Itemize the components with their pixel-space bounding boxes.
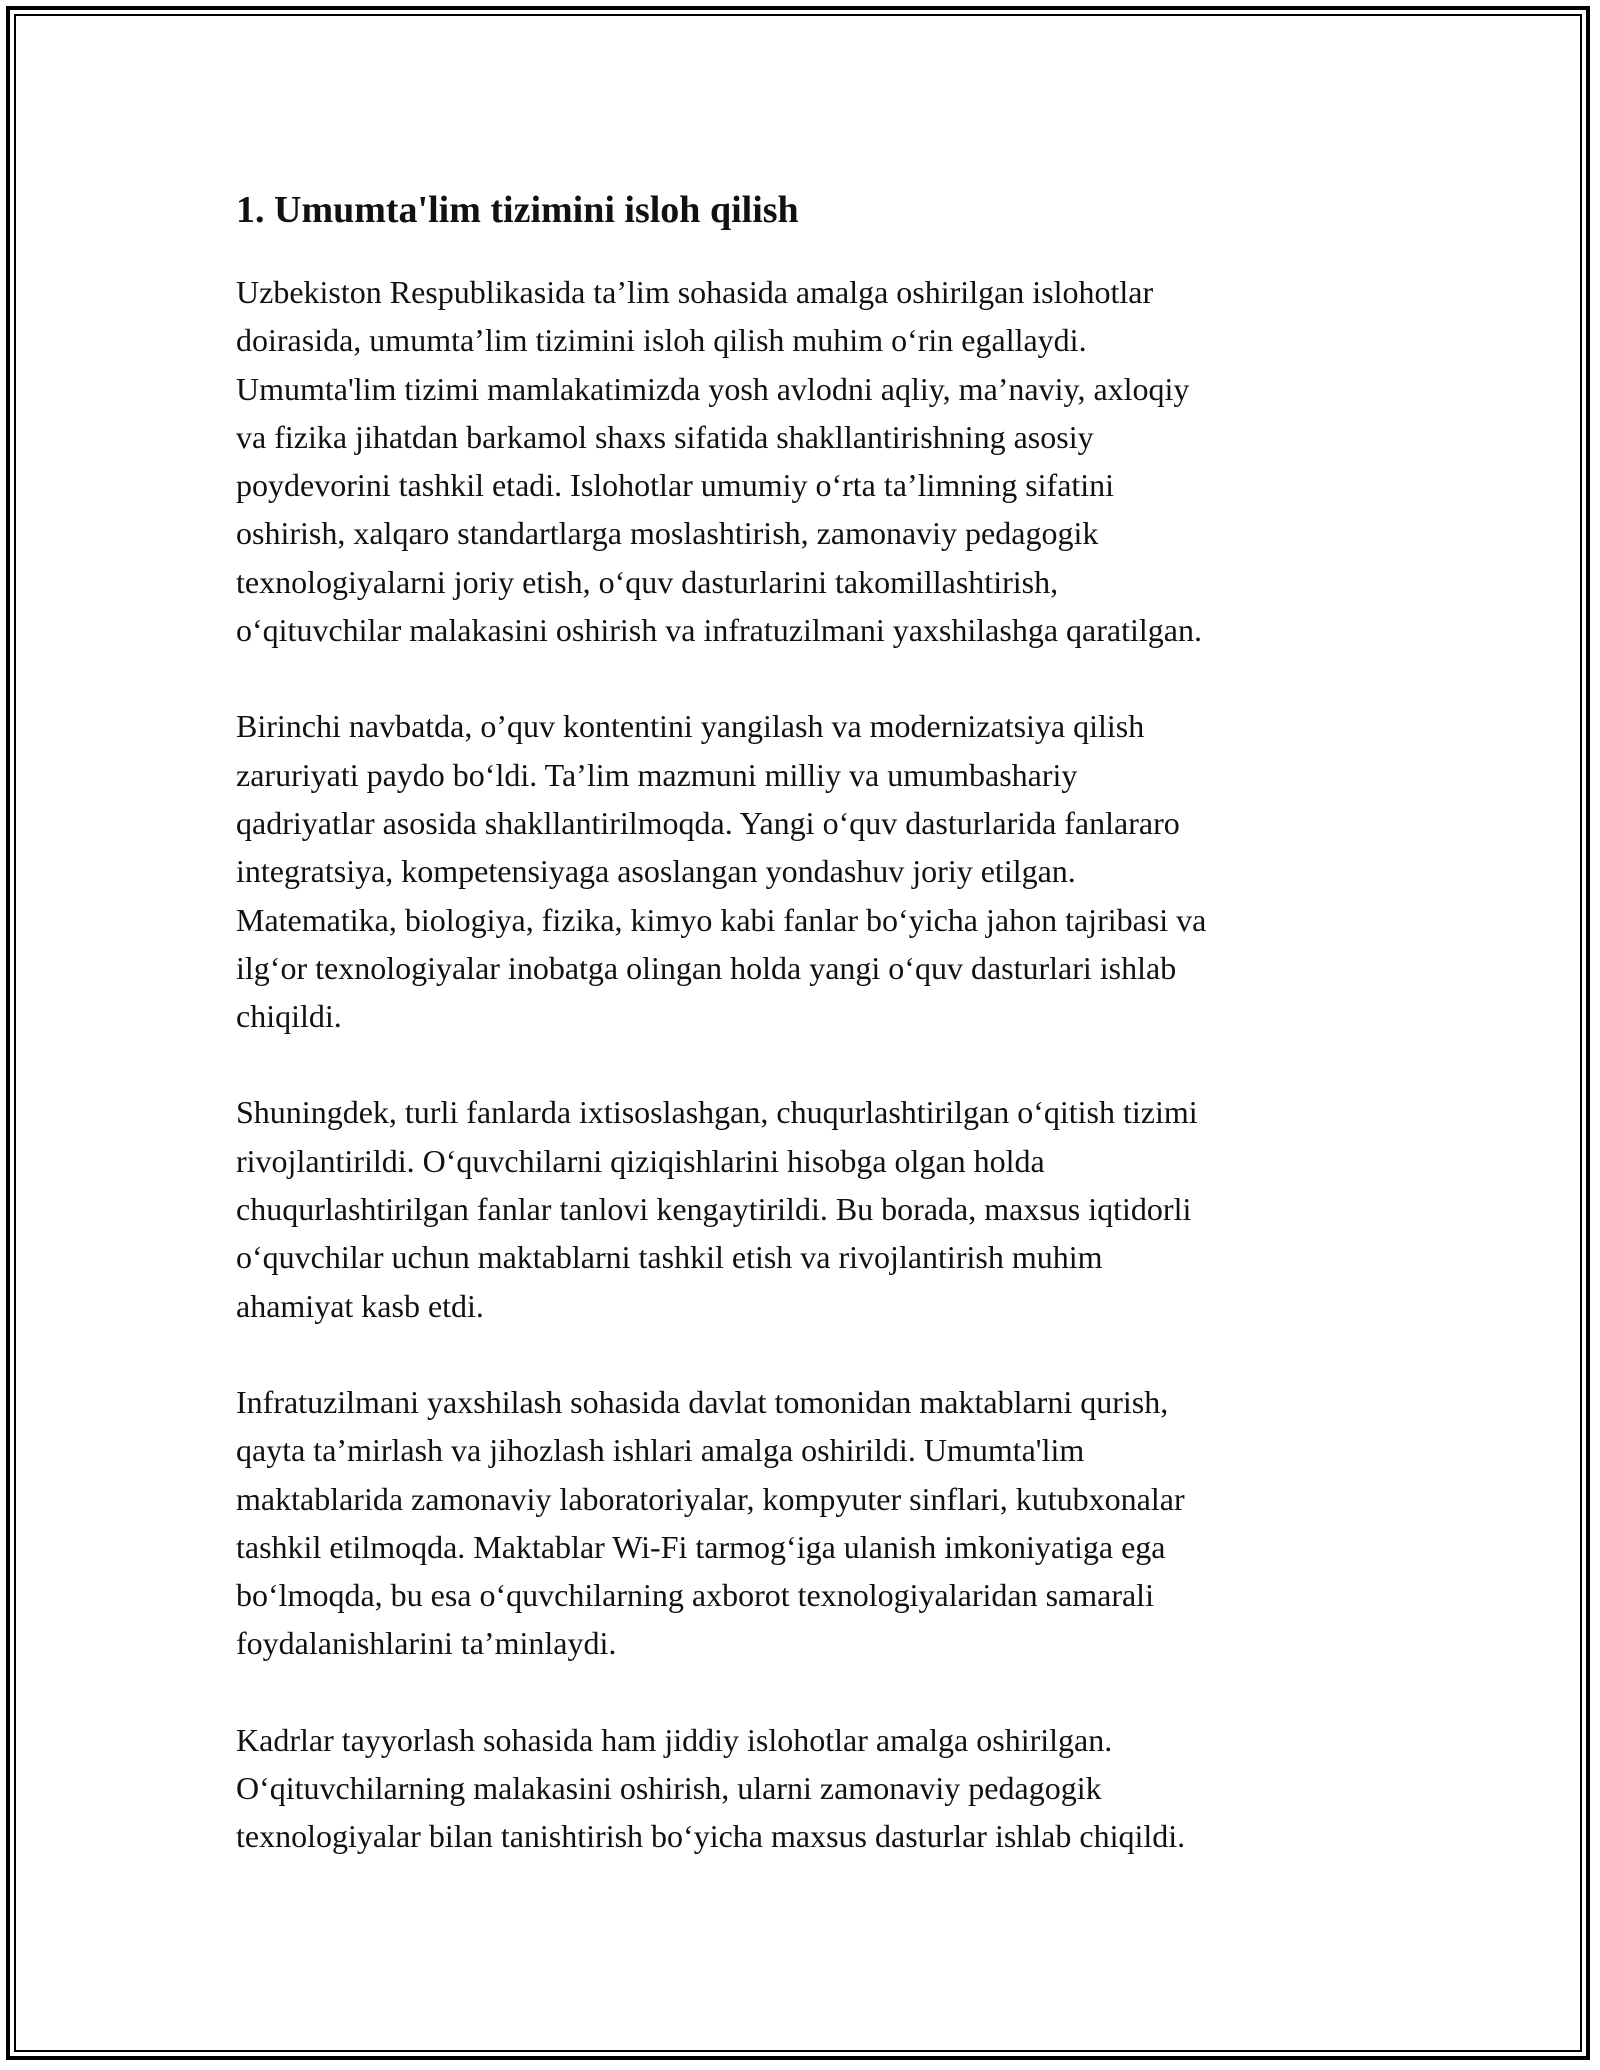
paragraph-infrastructure: Infratuzilmani yaxshilash sohasida davlat tomonidan maktablarni qurish, qayta ta’mirlash va jihozlash ishlari amalga oshirildi. Umumta'lim maktablarida zamonaviy laboratoriyalar, kompyuter sinflari, kutubxonalar tashkil etilmoqda. Maktablar Wi-Fi tarmog‘iga ulanish imkoniyatiga ega bo‘lmoqda, bu esa o‘quvchilarning axborot texnologiyalaridan samarali foydalanishlarini ta’minlaydi. bbox=[236, 1383, 1185, 1662]
paragraph-specialized-education: Shuningdek, turli fanlarda ixtisoslashgan, chuqurlashtirilgan o‘qitish tizimi rivojlantirildi. O‘quvchilarni qiziqishlarini hisobga olgan holda chuqurlashtirilgan fanlar tanlovi kengaytirildi. Bu borada, maxsus iqtidorli o‘quvchilar uchun maktablarni tashkil etish va rivojlantirish muhim ahamiyat kasb etdi. bbox=[236, 1094, 1198, 1324]
paragraph-teacher-training: Kadrlar tayyorlash sohasida ham jiddiy islohotlar amalga oshirilgan. O‘qituvchilarning malakasini oshirish, ularni zamonaviy pedagogik texnologiyalar bilan tanishtirish bo‘yicha maxsus dasturlar ishlab chiqildi. bbox=[236, 1721, 1186, 1855]
section-heading: 1. Umumta'lim tizimini isloh qilish bbox=[236, 189, 799, 231]
document-body bbox=[236, 186, 1366, 1861]
paragraph-curriculum-update: Birinchi navbatda, o’quv kontentini yangilash va modernizatsiya qilish zaruriyati paydo bo‘ldi. Ta’lim mazmuni milliy va umumbashariy qadriyatlar asosida shakllantirilmoqda. Yangi o‘quv dasturlarida fanlararo integratsiya, kompetensiyaga asoslangan yondashuv joriy etilgan. Matematika, biologiya, fizika, kimyo kabi fanlar bo‘yicha jahon tajribasi va ilg‘or texnologiyalar inobatga olingan holda yangi o‘quv dasturlari ishlab chiqildi. bbox=[236, 708, 1207, 1035]
paragraph-general-reform: Uzbekiston Respublikasida ta’lim sohasida amalga oshirilgan islohotlar doirasida, umumta’lim tizimini isloh qilish muhim o‘rin egallaydi. Umumta'lim tizimi mamlakatimizda yosh avlodni aqliy, ma’naviy, axloqiy va fizika jihatdan barkamol shaxs sifatida shakllantirishning asosiy poydevorini tashkil etadi. Islohotlar umumiy o‘rta ta’limning sifatini oshirish, xalqaro standartlarga moslashtirish, zamonaviy pedagogik texnologiyalarni joriy etish, o‘quv dasturlarini takomillashtirish, o‘qituvchilar malakasini oshirish va infratuzilmani yaxshilashga qaratilgan. bbox=[236, 274, 1202, 649]
